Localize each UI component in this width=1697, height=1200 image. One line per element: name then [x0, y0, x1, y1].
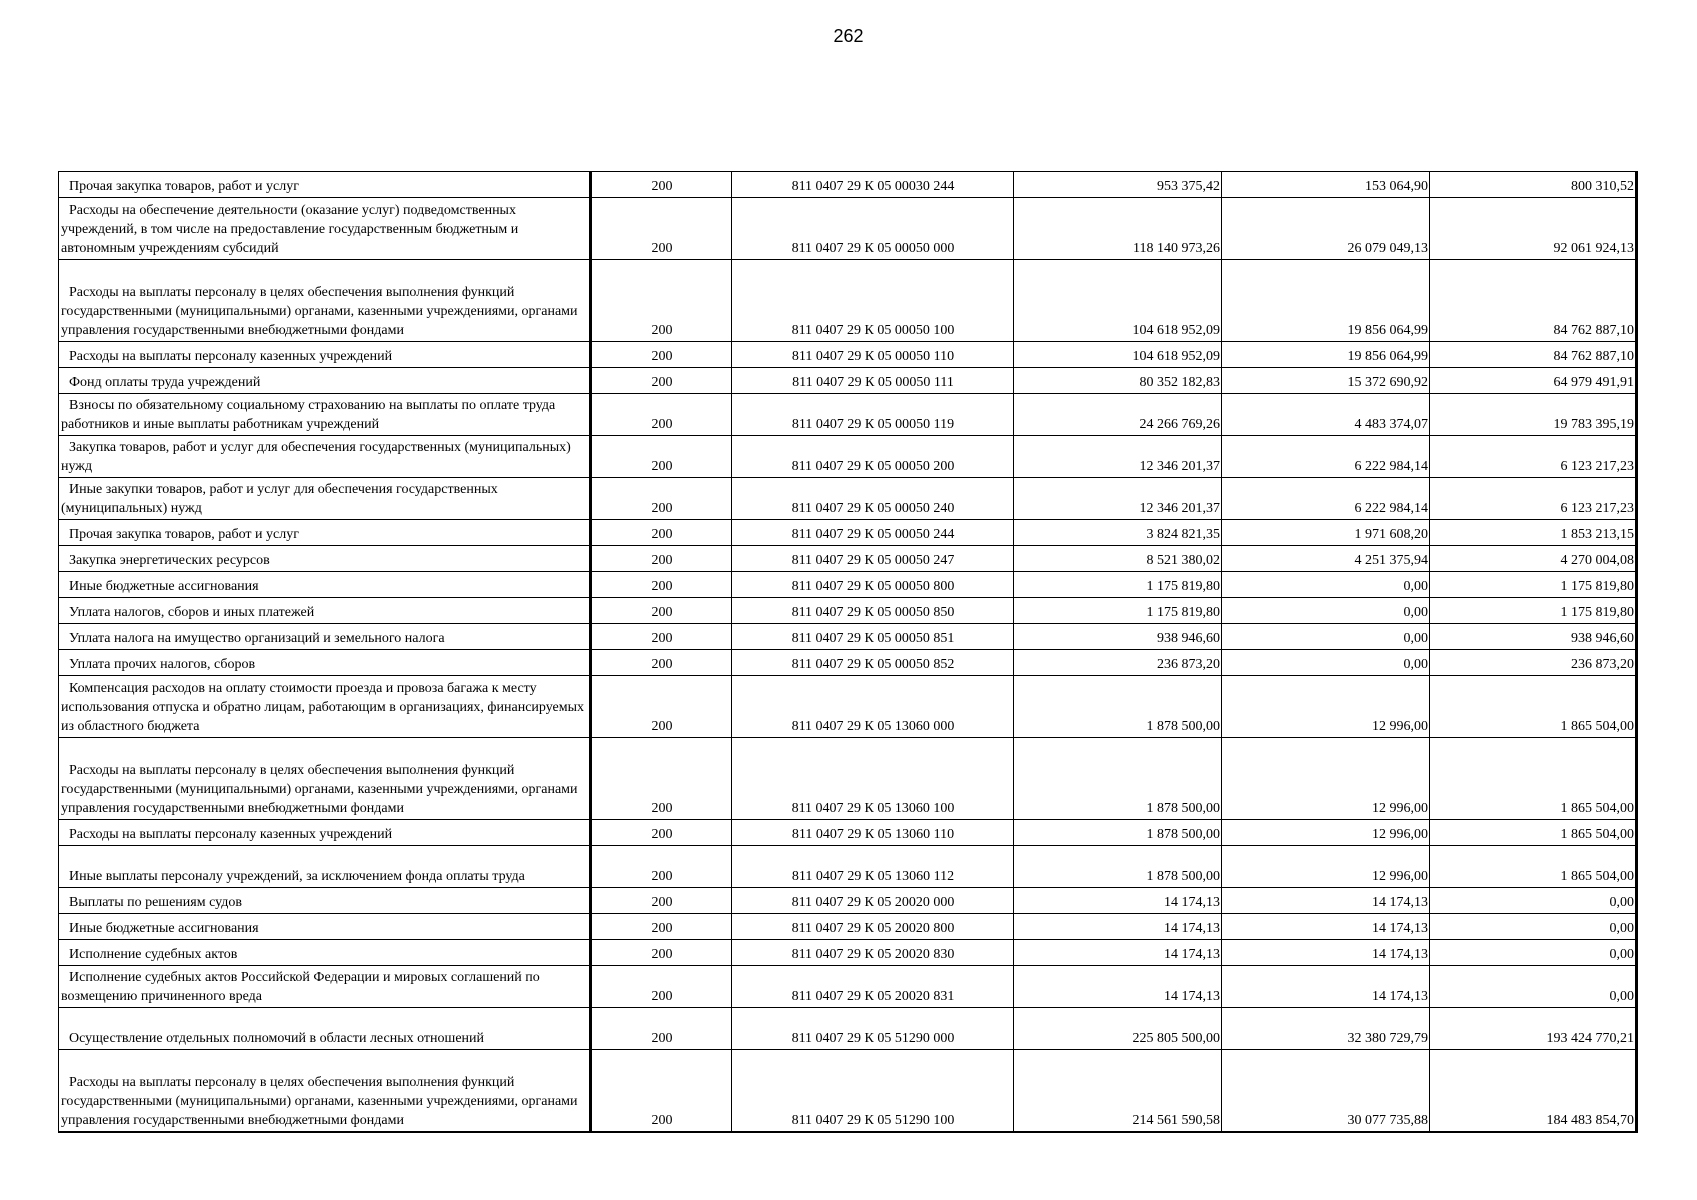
row-executed-amount: 32 380 729,79 [1222, 1008, 1430, 1050]
row-approved-amount: 938 946,60 [1014, 624, 1222, 650]
table-row [59, 940, 1637, 966]
row-budget-classification-code: 811 0407 29 К 05 00050 800 [732, 572, 1014, 598]
row-description: Иные выплаты персоналу учреждений, за исключением фонда оплаты труда [59, 846, 591, 888]
row-admin-code: 200 [591, 172, 732, 198]
row-admin-code: 200 [591, 478, 732, 520]
row-approved-amount: 1 878 500,00 [1014, 820, 1222, 846]
row-executed-amount: 0,00 [1222, 572, 1430, 598]
row-admin-code: 200 [591, 546, 732, 572]
table-row [59, 394, 1637, 436]
table-row [59, 650, 1637, 676]
row-unexecuted-amount: 1 865 504,00 [1430, 676, 1637, 738]
table-row [59, 966, 1637, 1008]
row-budget-classification-code: 811 0407 29 К 05 13060 112 [732, 846, 1014, 888]
row-unexecuted-amount: 0,00 [1430, 940, 1637, 966]
table-row [59, 478, 1637, 520]
row-executed-amount: 4 251 375,94 [1222, 546, 1430, 572]
row-unexecuted-amount: 1 853 213,15 [1430, 520, 1637, 546]
row-budget-classification-code: 811 0407 29 К 05 20020 800 [732, 914, 1014, 940]
table-row [59, 436, 1637, 478]
row-approved-amount: 104 618 952,09 [1014, 260, 1222, 342]
row-description: Закупка энергетических ресурсов [59, 546, 591, 572]
row-description: Иные бюджетные ассигнования [59, 914, 591, 940]
row-budget-classification-code: 811 0407 29 К 05 00050 850 [732, 598, 1014, 624]
row-unexecuted-amount: 1 175 819,80 [1430, 572, 1637, 598]
row-unexecuted-amount: 1 865 504,00 [1430, 738, 1637, 820]
row-approved-amount: 12 346 201,37 [1014, 436, 1222, 478]
row-description: Осуществление отдельных полномочий в области лесных отношений [59, 1008, 591, 1050]
row-unexecuted-amount: 6 123 217,23 [1430, 436, 1637, 478]
row-executed-amount: 0,00 [1222, 650, 1430, 676]
row-unexecuted-amount: 6 123 217,23 [1430, 478, 1637, 520]
row-unexecuted-amount: 92 061 924,13 [1430, 198, 1637, 260]
row-approved-amount: 214 561 590,58 [1014, 1050, 1222, 1132]
row-approved-amount: 953 375,42 [1014, 172, 1222, 198]
row-admin-code: 200 [591, 572, 732, 598]
row-admin-code: 200 [591, 198, 732, 260]
row-admin-code: 200 [591, 888, 732, 914]
table-row [59, 172, 1637, 198]
row-admin-code: 200 [591, 598, 732, 624]
row-description: Расходы на выплаты персоналу в целях обеспечения выполнения функций государственными (муниципальными) органами, казенными учреждениями, органами управления государственными внебюджетными фондами [59, 260, 591, 342]
row-unexecuted-amount: 84 762 887,10 [1430, 260, 1637, 342]
row-budget-classification-code: 811 0407 29 К 05 00050 247 [732, 546, 1014, 572]
row-description: Закупка товаров, работ и услуг для обеспечения государственных (муниципальных) нужд [59, 436, 591, 478]
row-executed-amount: 153 064,90 [1222, 172, 1430, 198]
row-description: Расходы на выплаты персоналу в целях обеспечения выполнения функций государственными (муниципальными) органами, казенными учреждениями, органами управления государственными внебюджетными фондами [59, 738, 591, 820]
table-row [59, 260, 1637, 342]
row-unexecuted-amount: 1 865 504,00 [1430, 846, 1637, 888]
row-budget-classification-code: 811 0407 29 К 05 00050 244 [732, 520, 1014, 546]
row-executed-amount: 14 174,13 [1222, 914, 1430, 940]
row-executed-amount: 12 996,00 [1222, 820, 1430, 846]
row-budget-classification-code: 811 0407 29 К 05 20020 831 [732, 966, 1014, 1008]
row-admin-code: 200 [591, 342, 732, 368]
row-executed-amount: 15 372 690,92 [1222, 368, 1430, 394]
row-admin-code: 200 [591, 820, 732, 846]
row-approved-amount: 8 521 380,02 [1014, 546, 1222, 572]
row-description: Иные закупки товаров, работ и услуг для обеспечения государственных (муниципальных) нужд [59, 478, 591, 520]
row-unexecuted-amount: 800 310,52 [1430, 172, 1637, 198]
row-unexecuted-amount: 1 175 819,80 [1430, 598, 1637, 624]
row-budget-classification-code: 811 0407 29 К 05 51290 100 [732, 1050, 1014, 1132]
table-row [59, 820, 1637, 846]
row-unexecuted-amount: 184 483 854,70 [1430, 1050, 1637, 1132]
table-row [59, 598, 1637, 624]
table-row [59, 676, 1637, 738]
table-row [59, 888, 1637, 914]
table-row [59, 624, 1637, 650]
row-executed-amount: 12 996,00 [1222, 738, 1430, 820]
budget-table [58, 171, 1638, 1133]
row-executed-amount: 14 174,13 [1222, 940, 1430, 966]
row-budget-classification-code: 811 0407 29 К 05 00050 000 [732, 198, 1014, 260]
row-executed-amount: 12 996,00 [1222, 676, 1430, 738]
row-unexecuted-amount: 19 783 395,19 [1430, 394, 1637, 436]
row-budget-classification-code: 811 0407 29 К 05 13060 000 [732, 676, 1014, 738]
row-executed-amount: 26 079 049,13 [1222, 198, 1430, 260]
row-description: Расходы на выплаты персоналу в целях обеспечения выполнения функций государственными (муниципальными) органами, казенными учреждениями, органами управления государственными внебюджетными фондами [59, 1050, 591, 1132]
row-approved-amount: 14 174,13 [1014, 914, 1222, 940]
row-unexecuted-amount: 236 873,20 [1430, 650, 1637, 676]
row-executed-amount: 30 077 735,88 [1222, 1050, 1430, 1132]
row-budget-classification-code: 811 0407 29 К 05 00050 111 [732, 368, 1014, 394]
row-description: Выплаты по решениям судов [59, 888, 591, 914]
row-description: Уплата налогов, сборов и иных платежей [59, 598, 591, 624]
row-unexecuted-amount: 0,00 [1430, 888, 1637, 914]
row-description: Расходы на выплаты персоналу казенных учреждений [59, 342, 591, 368]
row-admin-code: 200 [591, 394, 732, 436]
row-admin-code: 200 [591, 966, 732, 1008]
table-row [59, 914, 1637, 940]
row-admin-code: 200 [591, 846, 732, 888]
row-budget-classification-code: 811 0407 29 К 05 13060 100 [732, 738, 1014, 820]
row-admin-code: 200 [591, 1050, 732, 1132]
table-row [59, 846, 1637, 888]
row-description: Фонд оплаты труда учреждений [59, 368, 591, 394]
row-executed-amount: 19 856 064,99 [1222, 260, 1430, 342]
row-approved-amount: 3 824 821,35 [1014, 520, 1222, 546]
row-approved-amount: 1 878 500,00 [1014, 676, 1222, 738]
row-admin-code: 200 [591, 520, 732, 546]
row-admin-code: 200 [591, 368, 732, 394]
row-admin-code: 200 [591, 436, 732, 478]
table-row [59, 368, 1637, 394]
row-budget-classification-code: 811 0407 29 К 05 13060 110 [732, 820, 1014, 846]
table-row [59, 342, 1637, 368]
row-budget-classification-code: 811 0407 29 К 05 00050 100 [732, 260, 1014, 342]
row-executed-amount: 14 174,13 [1222, 966, 1430, 1008]
row-budget-classification-code: 811 0407 29 К 05 00050 240 [732, 478, 1014, 520]
row-unexecuted-amount: 64 979 491,91 [1430, 368, 1637, 394]
row-executed-amount: 6 222 984,14 [1222, 436, 1430, 478]
row-executed-amount: 6 222 984,14 [1222, 478, 1430, 520]
row-description: Расходы на обеспечение деятельности (оказание услуг) подведомственных учреждений, в том числе на предоставление государственным бюджетным и автономным учреждениям субсидий [59, 198, 591, 260]
row-approved-amount: 14 174,13 [1014, 966, 1222, 1008]
row-approved-amount: 236 873,20 [1014, 650, 1222, 676]
row-executed-amount: 14 174,13 [1222, 888, 1430, 914]
row-unexecuted-amount: 1 865 504,00 [1430, 820, 1637, 846]
row-executed-amount: 4 483 374,07 [1222, 394, 1430, 436]
row-budget-classification-code: 811 0407 29 К 05 00050 200 [732, 436, 1014, 478]
row-admin-code: 200 [591, 738, 732, 820]
row-budget-classification-code: 811 0407 29 К 05 20020 830 [732, 940, 1014, 966]
row-approved-amount: 24 266 769,26 [1014, 394, 1222, 436]
row-budget-classification-code: 811 0407 29 К 05 00050 110 [732, 342, 1014, 368]
table-row [59, 738, 1637, 820]
row-executed-amount: 19 856 064,99 [1222, 342, 1430, 368]
row-admin-code: 200 [591, 914, 732, 940]
row-executed-amount: 12 996,00 [1222, 846, 1430, 888]
row-budget-classification-code: 811 0407 29 К 05 00050 119 [732, 394, 1014, 436]
row-description: Взносы по обязательному социальному страхованию на выплаты по оплате труда работников и иные выплаты работникам учреждений [59, 394, 591, 436]
row-budget-classification-code: 811 0407 29 К 05 20020 000 [732, 888, 1014, 914]
table-row [59, 198, 1637, 260]
budget-table-container [58, 171, 1636, 1133]
row-unexecuted-amount: 0,00 [1430, 914, 1637, 940]
row-unexecuted-amount: 84 762 887,10 [1430, 342, 1637, 368]
row-approved-amount: 118 140 973,26 [1014, 198, 1222, 260]
row-approved-amount: 1 175 819,80 [1014, 572, 1222, 598]
row-executed-amount: 0,00 [1222, 624, 1430, 650]
row-approved-amount: 1 175 819,80 [1014, 598, 1222, 624]
row-budget-classification-code: 811 0407 29 К 05 00050 851 [732, 624, 1014, 650]
budget-table-body [59, 172, 1637, 1132]
row-admin-code: 200 [591, 260, 732, 342]
row-budget-classification-code: 811 0407 29 К 05 00030 244 [732, 172, 1014, 198]
row-admin-code: 200 [591, 650, 732, 676]
table-row [59, 546, 1637, 572]
row-admin-code: 200 [591, 1008, 732, 1050]
table-row [59, 1008, 1637, 1050]
row-approved-amount: 1 878 500,00 [1014, 738, 1222, 820]
row-approved-amount: 80 352 182,83 [1014, 368, 1222, 394]
row-unexecuted-amount: 4 270 004,08 [1430, 546, 1637, 572]
row-description: Исполнение судебных актов Российской Федерации и мировых соглашений по возмещению причиненного вреда [59, 966, 591, 1008]
row-description: Прочая закупка товаров, работ и услуг [59, 172, 591, 198]
row-approved-amount: 1 878 500,00 [1014, 846, 1222, 888]
row-executed-amount: 0,00 [1222, 598, 1430, 624]
row-approved-amount: 104 618 952,09 [1014, 342, 1222, 368]
row-unexecuted-amount: 938 946,60 [1430, 624, 1637, 650]
row-description: Иные бюджетные ассигнования [59, 572, 591, 598]
row-approved-amount: 14 174,13 [1014, 940, 1222, 966]
row-description: Прочая закупка товаров, работ и услуг [59, 520, 591, 546]
row-description: Расходы на выплаты персоналу казенных учреждений [59, 820, 591, 846]
row-description: Уплата налога на имущество организаций и земельного налога [59, 624, 591, 650]
row-executed-amount: 1 971 608,20 [1222, 520, 1430, 546]
row-unexecuted-amount: 0,00 [1430, 966, 1637, 1008]
page-number: 262 [833, 26, 864, 46]
row-budget-classification-code: 811 0407 29 К 05 51290 000 [732, 1008, 1014, 1050]
row-description: Исполнение судебных актов [59, 940, 591, 966]
row-unexecuted-amount: 193 424 770,21 [1430, 1008, 1637, 1050]
table-row [59, 520, 1637, 546]
table-row [59, 1050, 1637, 1132]
row-approved-amount: 225 805 500,00 [1014, 1008, 1222, 1050]
row-admin-code: 200 [591, 624, 732, 650]
row-budget-classification-code: 811 0407 29 К 05 00050 852 [732, 650, 1014, 676]
row-description: Компенсация расходов на оплату стоимости проезда и провоза багажа к месту использования отпуска и обратно лицам, работающим в организациях, финансируемых из областного бюджета [59, 676, 591, 738]
row-approved-amount: 12 346 201,37 [1014, 478, 1222, 520]
row-approved-amount: 14 174,13 [1014, 888, 1222, 914]
table-row [59, 572, 1637, 598]
row-description: Уплата прочих налогов, сборов [59, 650, 591, 676]
row-admin-code: 200 [591, 676, 732, 738]
row-admin-code: 200 [591, 940, 732, 966]
